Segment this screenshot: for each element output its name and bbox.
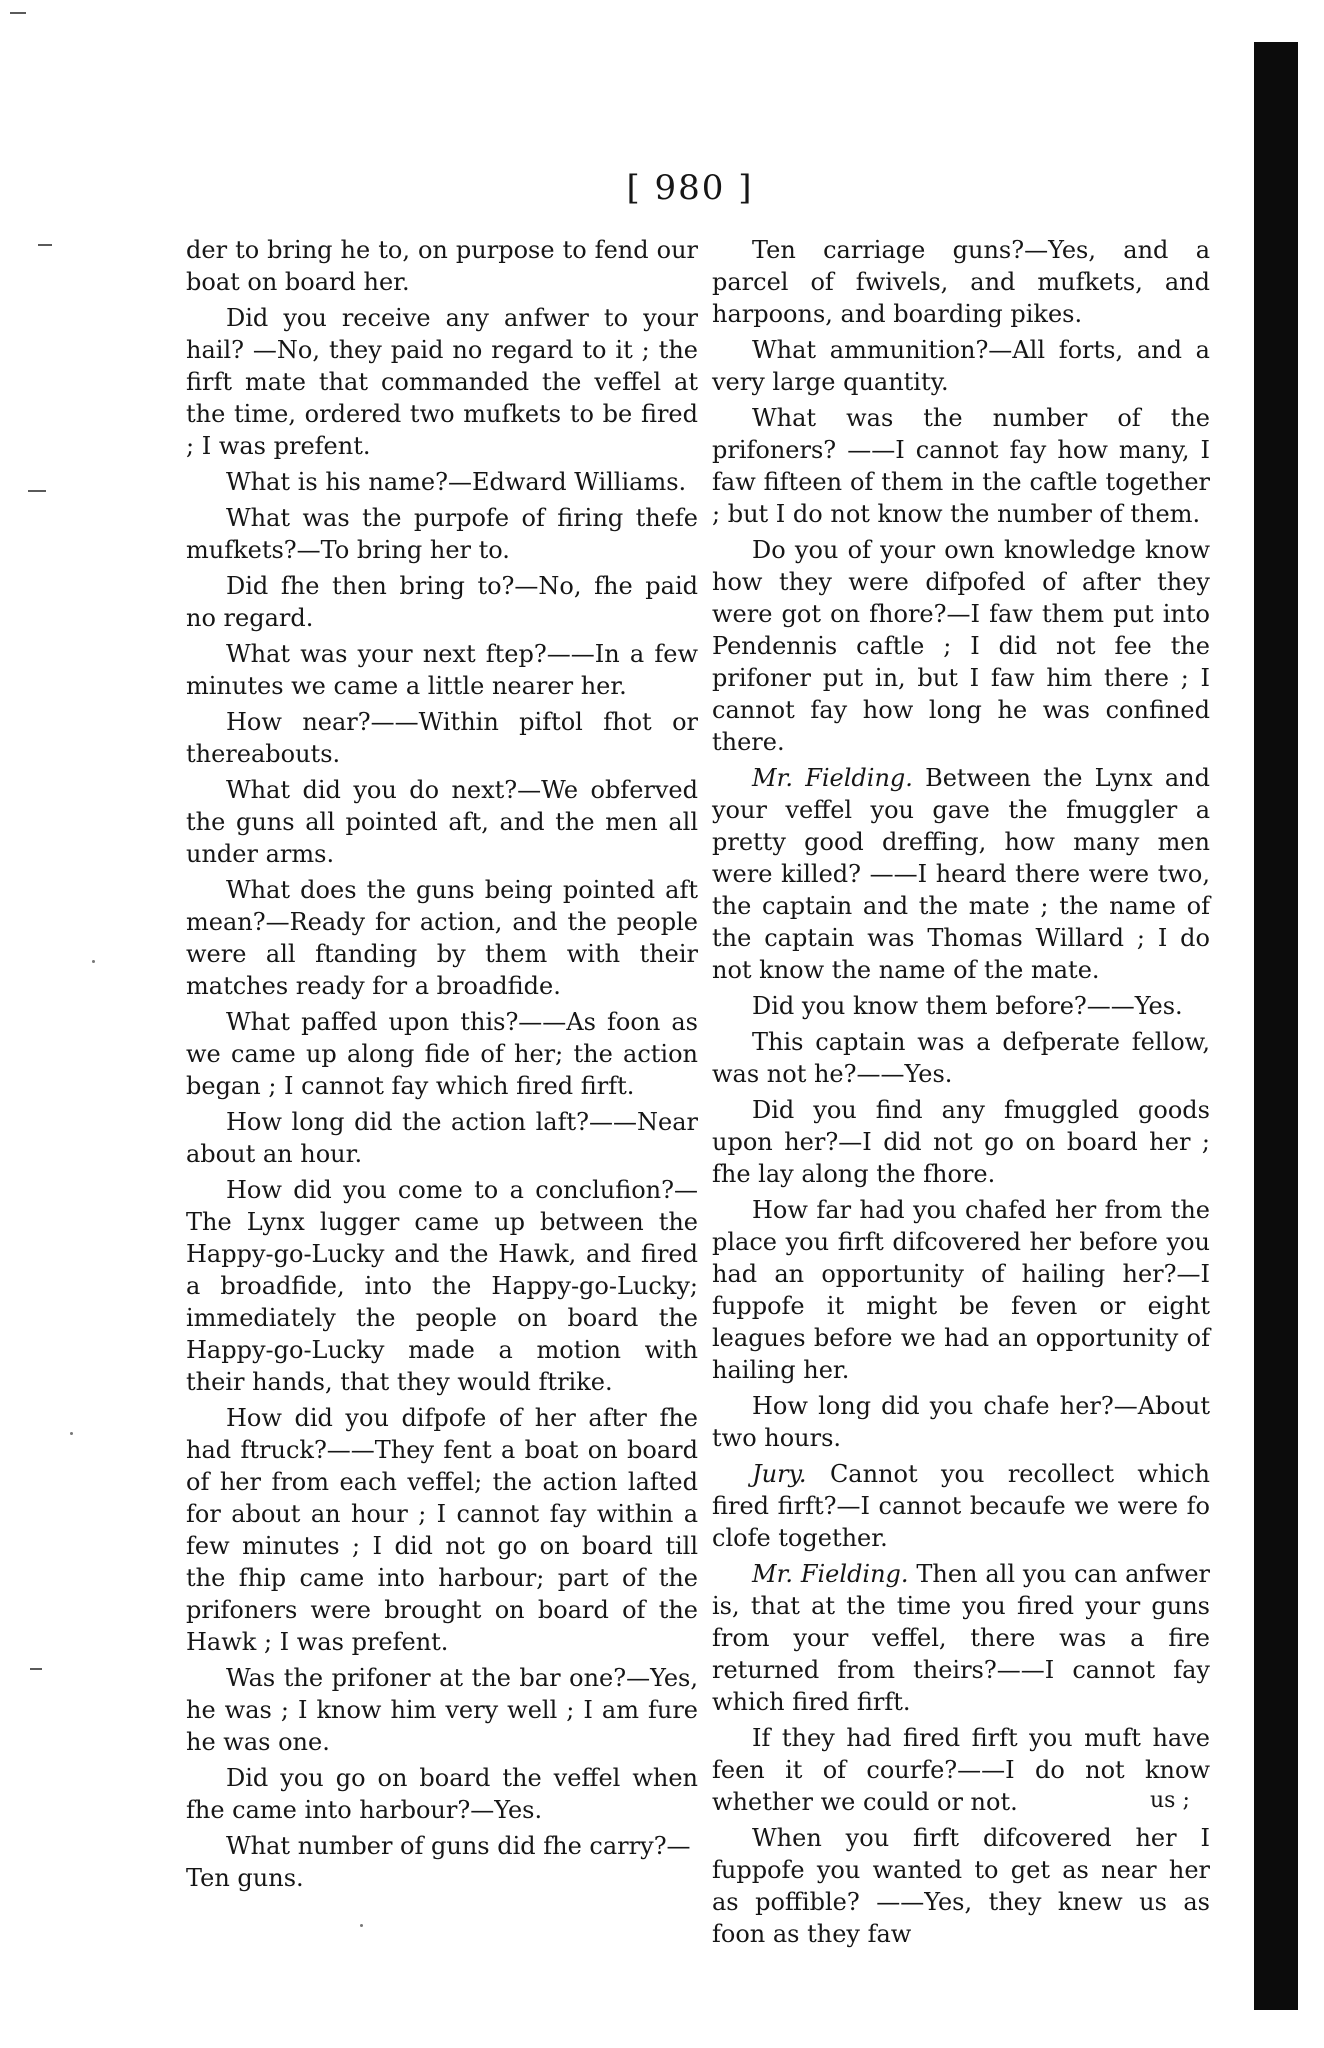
paragraph-text: How long did you chafe her?—About two hours. — [712, 1392, 1210, 1452]
paragraph — [712, 1026, 1210, 1090]
paragraph-text: This captain was a defperate fellow, was not he?——Yes. — [712, 1028, 1210, 1088]
scan-mark — [28, 490, 46, 492]
paragraph — [712, 1558, 1210, 1718]
paragraph — [186, 1662, 698, 1758]
paragraph — [186, 1006, 698, 1102]
paragraph — [712, 1458, 1210, 1554]
paragraph-text: Do you of your own knowledge know how they were difpofed of after they were got on fhore?—I faw them put into Pendennis caftle ; I did not fee the prifoner put in, but I faw him there ; I cannot fay how long he was confined there. — [712, 536, 1210, 756]
paragraph-text: What does the guns being pointed aft mean?—Ready for action, and the people were all ftanding by them with their matches ready for a broadfide. — [186, 876, 698, 1000]
paragraph-text: Cannot you recollect which fired firft?—I cannot becaufe we were fo clofe together. — [712, 1460, 1210, 1552]
paragraph-text: What ammunition?—All forts, and a very large quantity. — [712, 336, 1210, 396]
paragraph-text: How far had you chafed her from the place you firft difcovered her before you had an opportunity of hailing her?—I fuppofe it might be feven or eight leagues before we had an opportunity of hailing her. — [712, 1196, 1210, 1384]
paragraph-text: Was the prifoner at the bar one?—Yes, he was ; I know him very well ; I am fure he was one. — [186, 1664, 698, 1756]
paragraph — [186, 1106, 698, 1170]
paragraph-text: Did you know them before?——Yes. — [752, 992, 1183, 1020]
paragraph — [712, 1390, 1210, 1454]
paragraph — [186, 302, 698, 462]
paragraph-text: Ten carriage guns?—Yes, and a parcel of fwivels, and mufkets, and harpoons, and boarding pikes. — [712, 236, 1210, 328]
paragraph-text: Did you find any fmuggled goods upon her?—I did not go on board her ; fhe lay along the fhore. — [712, 1096, 1210, 1188]
paragraph-text: What is his name?—Edward Williams. — [226, 468, 687, 496]
catchword: us ; — [1150, 1788, 1190, 1813]
paragraph-text: Did fhe then bring to?—No, fhe paid no regard. — [186, 572, 698, 632]
speaker-name: Mr. Fielding. — [752, 1560, 909, 1588]
paragraph — [712, 1094, 1210, 1190]
paragraph — [186, 570, 698, 634]
scan-mark — [30, 1668, 42, 1670]
paragraph-text: Between the Lynx and your veffel you gave the fmuggler a pretty good dreffing, how many men were killed? ——I heard there were two, the captain and the mate ; the name of the captain was Thomas Willard ; I do not know the name of the mate. — [712, 764, 1210, 984]
paragraph — [186, 1174, 698, 1398]
paragraph — [186, 502, 698, 566]
left-column — [186, 234, 698, 1898]
paragraph — [712, 402, 1210, 530]
paragraph — [186, 874, 698, 1002]
paragraph-text: Then all you can anfwer is, that at the time you fired your guns from your veffel, there was a fire returned from theirs?——I cannot fay which fired firft. — [712, 1560, 1210, 1716]
paragraph — [186, 466, 698, 498]
paragraph-text: Did you receive any anfwer to your hail? —No, they paid no regard to it ; the firft mate that commanded the veffel at the time, ordered two mufkets to be fired ; I was prefent. — [186, 304, 698, 460]
paragraph — [186, 1402, 698, 1658]
paragraph-text: Did you go on board the veffel when fhe came into harbour?—Yes. — [186, 1764, 698, 1824]
paragraph — [186, 1830, 698, 1894]
paragraph-text: How did you come to a conclufion?— The Lynx lugger came up between the Happy-go-Lucky and the Hawk, and fired a broadfide, into the Happy-go-Lucky; immediately the people on board the Happy-go-Lucky made a motion with their hands, that they would ftrike. — [186, 1176, 698, 1396]
page-number: [ 980 ] — [626, 168, 754, 208]
speaker-name: Mr. Fielding. — [752, 764, 913, 792]
paragraph-text: How long did the action laft?——Near about an hour. — [186, 1108, 698, 1168]
scan-mark — [38, 244, 52, 246]
paragraph-text: When you firft difcovered her I fuppofe you wanted to get as near her as poffible? ——Yes, they knew us as foon as they faw — [712, 1824, 1210, 1948]
right-column — [712, 234, 1210, 1954]
paragraph — [712, 534, 1210, 758]
paragraph-text: If they had fired firft you muft have feen it of courfe?——I do not know whether we could or not. — [712, 1724, 1210, 1816]
paragraph — [712, 1194, 1210, 1386]
paragraph-text: der to bring he to, on purpose to fend our boat on board her. — [186, 236, 698, 296]
paragraph — [712, 334, 1210, 398]
paragraph-text: What paffed upon this?——As foon as we came up along fide of her; the action began ; I cannot fay which fired firft. — [186, 1008, 698, 1100]
paragraph — [186, 774, 698, 870]
paragraph-text: What was your next ftep?——In a few minutes we came a little nearer her. — [186, 640, 698, 700]
scan-speck — [92, 960, 95, 963]
paragraph-text: How near?——Within piftol fhot or thereabouts. — [186, 708, 698, 768]
paragraph — [712, 762, 1210, 986]
paragraph-text: What number of guns did fhe carry?— Ten guns. — [186, 1832, 691, 1892]
scan-speck — [70, 1432, 73, 1435]
paragraph-text: What did you do next?—We obferved the guns all pointed aft, and the men all under arms. — [186, 776, 698, 868]
paragraph — [186, 638, 698, 702]
binding-shadow — [1254, 42, 1298, 2010]
scan-speck — [360, 1924, 363, 1927]
paragraph — [712, 1822, 1210, 1950]
scan-mark — [10, 12, 26, 14]
paragraph — [186, 1762, 698, 1826]
paragraph-text: What was the purpofe of firing thefe mufkets?—To bring her to. — [186, 504, 698, 564]
speaker-name: Jury. — [752, 1460, 807, 1488]
paragraph-text: What was the number of the prifoners? ——I cannot fay how many, I faw fifteen of them in the caftle together ; but I do not know the number of them. — [712, 404, 1210, 528]
paragraph — [712, 234, 1210, 330]
paragraph — [712, 990, 1210, 1022]
paragraph — [186, 234, 698, 298]
paragraph-text: How did you difpofe of her after fhe had ftruck?——They fent a boat on board of her from each veffel; the action lafted for about an hour ; I cannot fay within a few minutes ; I did not go on board till the fhip came into harbour; part of the prifoners were brought on board of the Hawk ; I was prefent. — [186, 1404, 698, 1656]
paragraph — [712, 1722, 1210, 1818]
paragraph — [186, 706, 698, 770]
